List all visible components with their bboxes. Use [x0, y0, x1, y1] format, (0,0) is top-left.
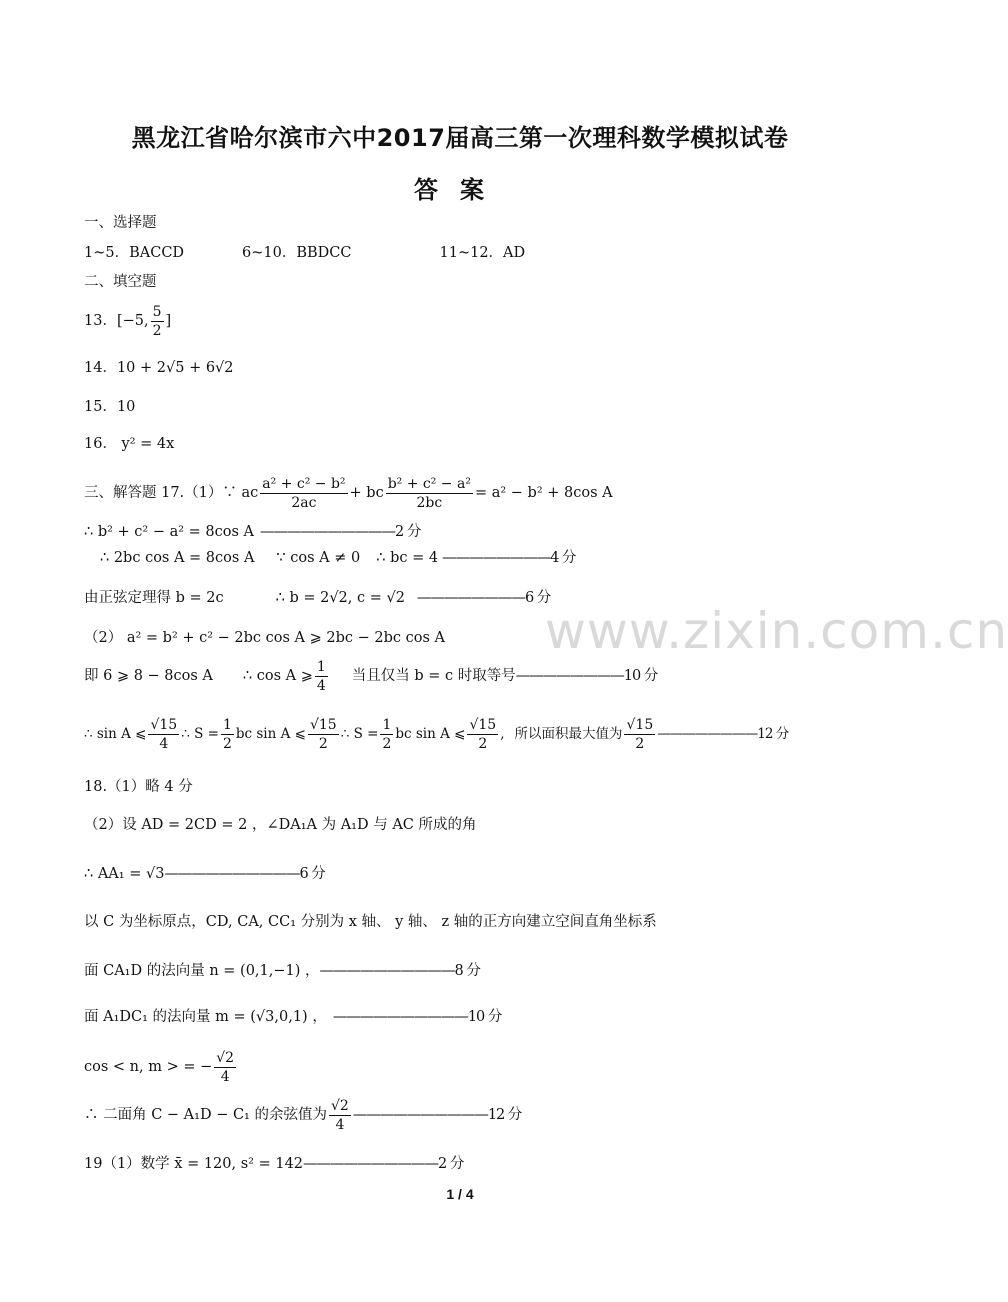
score-marker: ————————10 分: [515, 668, 658, 684]
answer-14: [84, 358, 234, 378]
fraction-denominator: 4: [159, 735, 169, 752]
step-line: [84, 864, 325, 884]
section-heading-choice: [84, 213, 157, 233]
fraction-numerator: √15: [309, 716, 337, 733]
step-line: [84, 961, 480, 981]
score-marker: ————————6 分: [416, 590, 551, 606]
line-text: 18.（1）略 4 分: [84, 779, 193, 795]
fraction-numerator: √15: [469, 716, 497, 733]
fraction: [148, 716, 179, 753]
fraction: [467, 716, 498, 753]
step-line: [84, 712, 788, 756]
line-text: ∴ 二面角 C − A₁D − C₁ 的余弦值为: [84, 1107, 327, 1123]
line-text: ∴ b = 2√2, c = √2: [275, 590, 405, 606]
answer-16: [84, 434, 174, 454]
fraction-denominator: 2: [382, 735, 392, 752]
step-line: [100, 548, 575, 568]
line-text: 面 CA₁D 的法向量 n = (0,1,−1) ，: [84, 963, 320, 979]
fraction: [380, 716, 393, 753]
fraction: [221, 716, 234, 753]
fraction-numerator: 1: [382, 716, 392, 733]
fraction-numerator: √2: [330, 1097, 349, 1114]
fraction: [308, 716, 339, 753]
line-text: = a² − b² + 8cos A: [474, 485, 613, 501]
line-text: （2） a² = b² + c² − 2bc cos A ⩾ 2bc − 2bc cos A: [84, 630, 446, 646]
fraction-denominator: 2: [635, 735, 645, 752]
fraction-denominator: 4: [335, 1116, 345, 1133]
score-marker: ————————4 分: [442, 550, 576, 566]
step-line: [84, 912, 657, 932]
fraction-denominator: 2ac: [291, 494, 317, 511]
score-marker: ——————————12 分: [352, 1107, 522, 1123]
step-line: [84, 656, 657, 696]
line-text: bc sin A ⩽: [235, 726, 306, 742]
score-marker: ——————————2 分: [260, 524, 421, 540]
line-text: 15．10: [84, 399, 136, 415]
score-marker: ————————12 分: [657, 726, 789, 742]
score-marker: ——————————8 分: [319, 963, 480, 979]
fraction-denominator: 2bc: [416, 494, 443, 511]
section-heading-fill: [84, 272, 157, 292]
fraction-numerator: √15: [150, 716, 178, 733]
line-text: 即 6 ⩾ 8 − 8cos A: [84, 668, 213, 684]
answer-18-part2: [84, 815, 477, 835]
answer-15: [84, 397, 135, 417]
line-text: ∴ b² + c² − a² = 8cos A: [84, 524, 255, 540]
line-text: 面 A₁DC₁ 的法向量 m = (√3,0,1) ，: [84, 1009, 327, 1025]
fraction-denominator: 4: [220, 1068, 230, 1085]
step-line: [84, 1007, 501, 1027]
line-text: 一、选择题: [84, 215, 157, 231]
line-text: ∴ sin A ⩽: [84, 726, 147, 742]
line-text: 由正弦定理得 b = 2c: [84, 590, 224, 606]
line-text: 当且仅当 b = c 时取等号: [351, 668, 516, 684]
line-text: ,: [500, 726, 505, 742]
line-text: 以 C 为坐标原点，CD, CA, CC₁ 分别为 x 轴、 y 轴、 z 轴的正方向建立空间直角坐标系: [84, 914, 657, 930]
fraction-denominator: 4: [316, 677, 326, 694]
score-marker: ——————————6 分: [164, 866, 325, 882]
answer-17-part2: [84, 628, 445, 648]
fraction-numerator: 1: [222, 716, 232, 733]
fraction: [151, 303, 164, 340]
fraction-denominator: 2: [152, 322, 162, 339]
line-text: ∴ S =: [181, 726, 219, 742]
fraction: [624, 716, 655, 753]
fraction: [329, 1097, 351, 1134]
answer-group-3: 11~12．AD: [439, 245, 526, 261]
line-text: 所以面积最大值为: [514, 726, 623, 742]
line-text: 二、填空题: [84, 274, 157, 290]
fraction-numerator: a² + c² − b²: [262, 475, 346, 492]
answer-18-part1: [84, 777, 193, 797]
choice-answers: [84, 243, 525, 263]
line-text: cos < n, m > = −: [84, 1059, 213, 1075]
line-text: 13．[−5,: [84, 313, 149, 329]
line-text: ∴ bc = 4: [376, 550, 439, 566]
line-text: bc sin A ⩽: [395, 726, 466, 742]
fraction-numerator: 1: [316, 658, 326, 675]
fraction: [260, 475, 347, 512]
line-text: 三、解答题 17.（1）∵ ac: [84, 485, 259, 501]
fraction-numerator: b² + c² − a²: [387, 475, 471, 492]
page-subtitle: 答案: [414, 176, 506, 204]
line-text: 19（1）数学 x̄ = 120, s² = 142: [84, 1156, 304, 1172]
line-text: （2）设 AD = 2CD = 2 ，∠DA₁A 为 A₁D 与 AC 所成的角: [84, 817, 477, 833]
fraction-denominator: 2: [318, 735, 328, 752]
answer-13: [84, 301, 171, 341]
step-line: [84, 1046, 238, 1088]
line-text: + bc: [349, 485, 384, 501]
line-text: ∵ cos A ≠ 0: [276, 550, 361, 566]
step-line: [84, 522, 420, 542]
fraction: [214, 1049, 236, 1086]
step-line: [84, 588, 550, 608]
line-text: ∴ S =: [340, 726, 379, 742]
step-line: [84, 1094, 521, 1136]
line-text: ]: [165, 313, 172, 329]
fraction-denominator: 2: [478, 735, 488, 752]
fraction: [315, 658, 328, 695]
answer-19-part1: [84, 1154, 463, 1174]
line-text: 16． y² = 4x: [84, 436, 175, 452]
answer-group-2: 6~10．BBDCC: [242, 245, 352, 261]
fraction: [386, 475, 473, 512]
answer-17-part1: [84, 472, 613, 514]
fraction-denominator: 2: [222, 735, 232, 752]
score-marker: ——————————2 分: [303, 1156, 464, 1172]
page-number: 1 / 4: [446, 1186, 474, 1202]
fraction-numerator: √2: [216, 1049, 235, 1066]
fraction-numerator: 5: [152, 303, 162, 320]
line-text: 14．10 + 2√5 + 6√2: [84, 360, 234, 376]
line-text: ∴ AA₁ = √3: [84, 866, 165, 882]
answer-group-1: 1~5．BACCD: [84, 245, 185, 261]
fraction-numerator: √15: [626, 716, 654, 733]
line-text: ∴ 2bc cos A = 8cos A: [100, 550, 255, 566]
line-text: ∴ cos A ⩾: [242, 668, 313, 684]
watermark: www.zixin.com.cn: [545, 602, 1008, 660]
score-marker: ——————————10 分: [332, 1009, 502, 1025]
page-title: 黑龙江省哈尔滨市六中2017届高三第一次理科数学模拟试卷: [131, 124, 789, 152]
